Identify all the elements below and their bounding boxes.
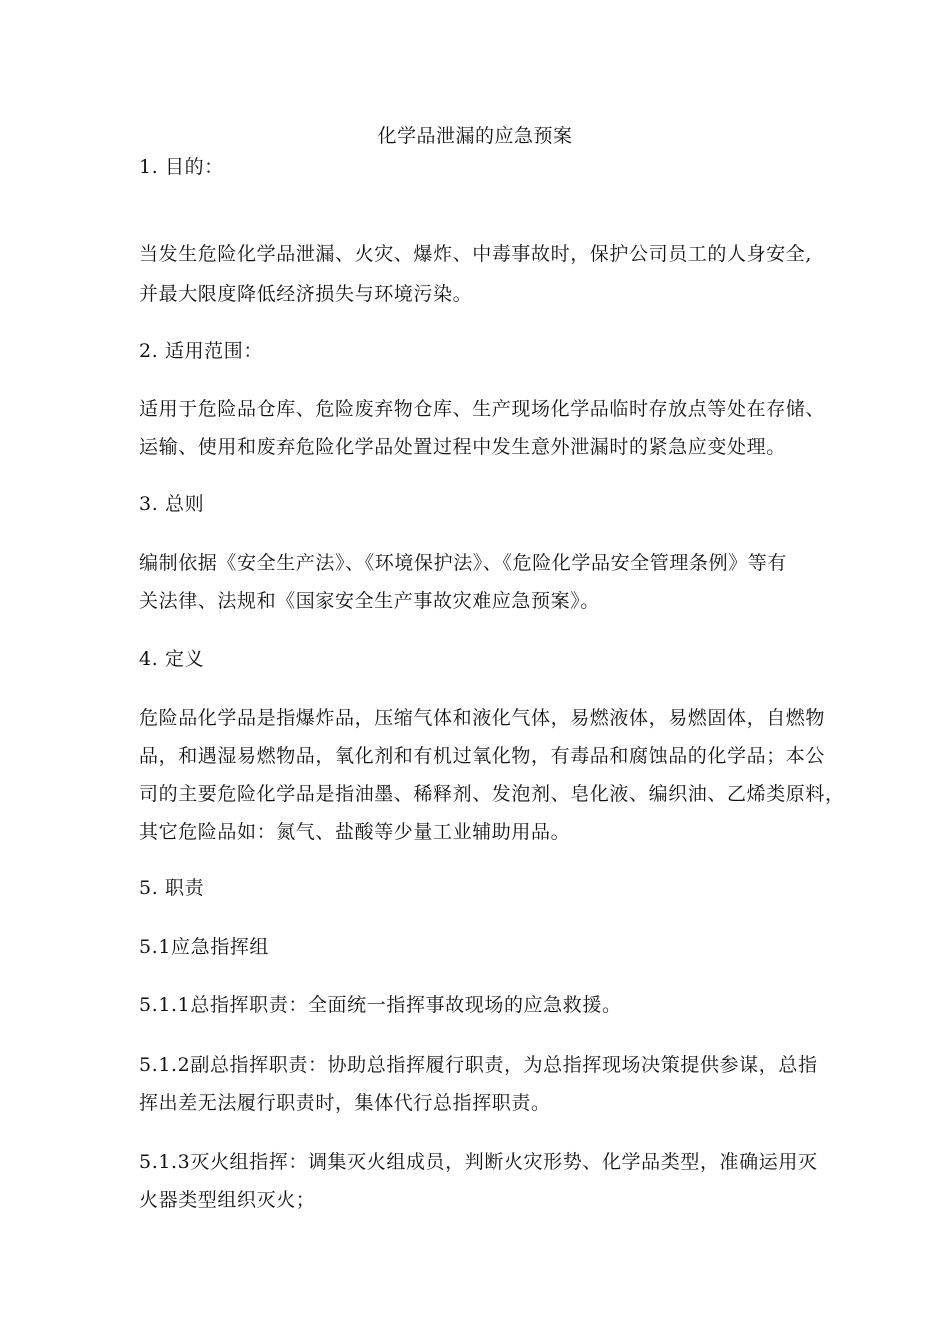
section-heading-purpose: 1. 目的： [139,156,224,178]
subsection-heading: 5.1应急指挥组 [139,936,270,958]
paragraph-line: 挥出差无法履行职责时，集体代行总指挥职责。 [139,1092,551,1114]
paragraph-line: 其它危险品如：氮气、盐酸等少量工业辅助用品。 [139,821,571,843]
section-heading-general: 3. 总则 [139,493,205,515]
section-heading-scope: 2. 适用范围： [139,340,263,362]
section-heading-duties: 5. 职责 [139,877,205,899]
paragraph-line: 编制依据《安全生产法》、《环境保护法》、《危险化学品安全管理条例》等有 [139,552,788,574]
paragraph-line: 5.1.3灭火组指挥：调集灭火组成员，判断火灾形势、化学品类型，准确运用灭 [139,1151,818,1173]
paragraph-line: 关法律、法规和《国家安全生产事故灾难应急预案》。 [139,590,600,612]
paragraph-line: 适用于危险品仓库、危险废弃物仓库、生产现场化学品临时存放点等处在存储、 [139,398,826,420]
paragraph-line: 当发生危险化学品泄漏、火灾、爆炸、中毒事故时，保护公司员工的人身安全, [139,243,813,265]
document-title: 化学品泄漏的应急预案 [377,125,573,147]
paragraph-line: 并最大限度降低经济损失与环境污染。 [139,283,473,305]
paragraph-line: 5.1.1总指挥职责：全面统一指挥事故现场的应急救援。 [139,994,622,1016]
paragraph-line: 运输、使用和废弃危险化学品处置过程中发生意外泄漏时的紧急应变处理。 [139,436,786,458]
paragraph-line: 5.1.2副总指挥职责：协助总指挥履行职责，为总指挥现场决策提供参谋，总指 [139,1054,818,1076]
paragraph-line: 司的主要危险化学品是指油墨、稀释剂、发泡剂、皂化液、编织油、乙烯类原料， [139,783,845,805]
section-heading-definition: 4. 定义 [139,648,205,670]
paragraph-line: 品，和遇湿易燃物品，氧化剂和有机过氧化物，有毒品和腐蚀品的化学品；本公 [139,745,826,767]
paragraph-line: 危险品化学品是指爆炸品，压缩气体和液化气体，易燃液体，易燃固体，自燃物 [139,707,826,729]
paragraph-line: 火器类型组织灭火； [139,1189,316,1211]
